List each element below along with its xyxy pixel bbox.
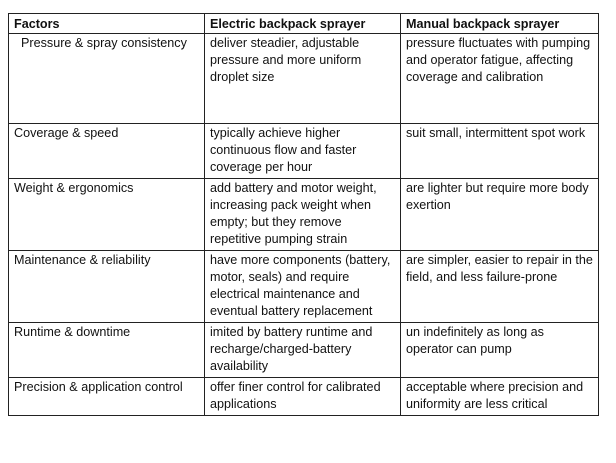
table-row bbox=[9, 34, 599, 124]
electric-cell: typically achieve higher continuous flow and faster coverage per hour bbox=[205, 124, 401, 179]
electric-cell: deliver steadier, adjustable pressure and more uniform droplet size bbox=[205, 34, 401, 124]
table-row bbox=[9, 124, 599, 179]
header-electric: Electric backpack sprayer bbox=[205, 14, 401, 34]
factor-cell: Weight & ergonomics bbox=[9, 179, 205, 251]
table-row bbox=[9, 323, 599, 378]
comparison-table bbox=[8, 13, 599, 416]
electric-cell: imited by battery runtime and recharge/charged-battery availability bbox=[205, 323, 401, 378]
factor-cell: Runtime & downtime bbox=[9, 323, 205, 378]
factor-cell: Maintenance & reliability bbox=[9, 251, 205, 323]
table-row bbox=[9, 179, 599, 251]
manual-cell: are lighter but require more body exertion bbox=[401, 179, 599, 251]
header-row bbox=[9, 14, 599, 34]
manual-cell: un indefinitely as long as operator can pump bbox=[401, 323, 599, 378]
header-manual: Manual backpack sprayer bbox=[401, 14, 599, 34]
manual-cell: suit small, intermittent spot work bbox=[401, 124, 599, 179]
table-row bbox=[9, 251, 599, 323]
header-factors: Factors bbox=[9, 14, 205, 34]
factor-cell: Coverage & speed bbox=[9, 124, 205, 179]
electric-cell: offer finer control for calibrated applications bbox=[205, 378, 401, 416]
factor-cell: Precision & application control bbox=[9, 378, 205, 416]
manual-cell: acceptable where precision and uniformity are less critical bbox=[401, 378, 599, 416]
factor-cell: Pressure & spray consistency bbox=[9, 34, 205, 124]
electric-cell: have more components (battery, motor, seals) and require electrical maintenance and eventual battery replacement bbox=[205, 251, 401, 323]
electric-cell: add battery and motor weight, increasing pack weight when empty; but they remove repetitive pumping strain bbox=[205, 179, 401, 251]
table-row bbox=[9, 378, 599, 416]
manual-cell: pressure fluctuates with pumping and operator fatigue, affecting coverage and calibration bbox=[401, 34, 599, 124]
manual-cell: are simpler, easier to repair in the field, and less failure-prone bbox=[401, 251, 599, 323]
